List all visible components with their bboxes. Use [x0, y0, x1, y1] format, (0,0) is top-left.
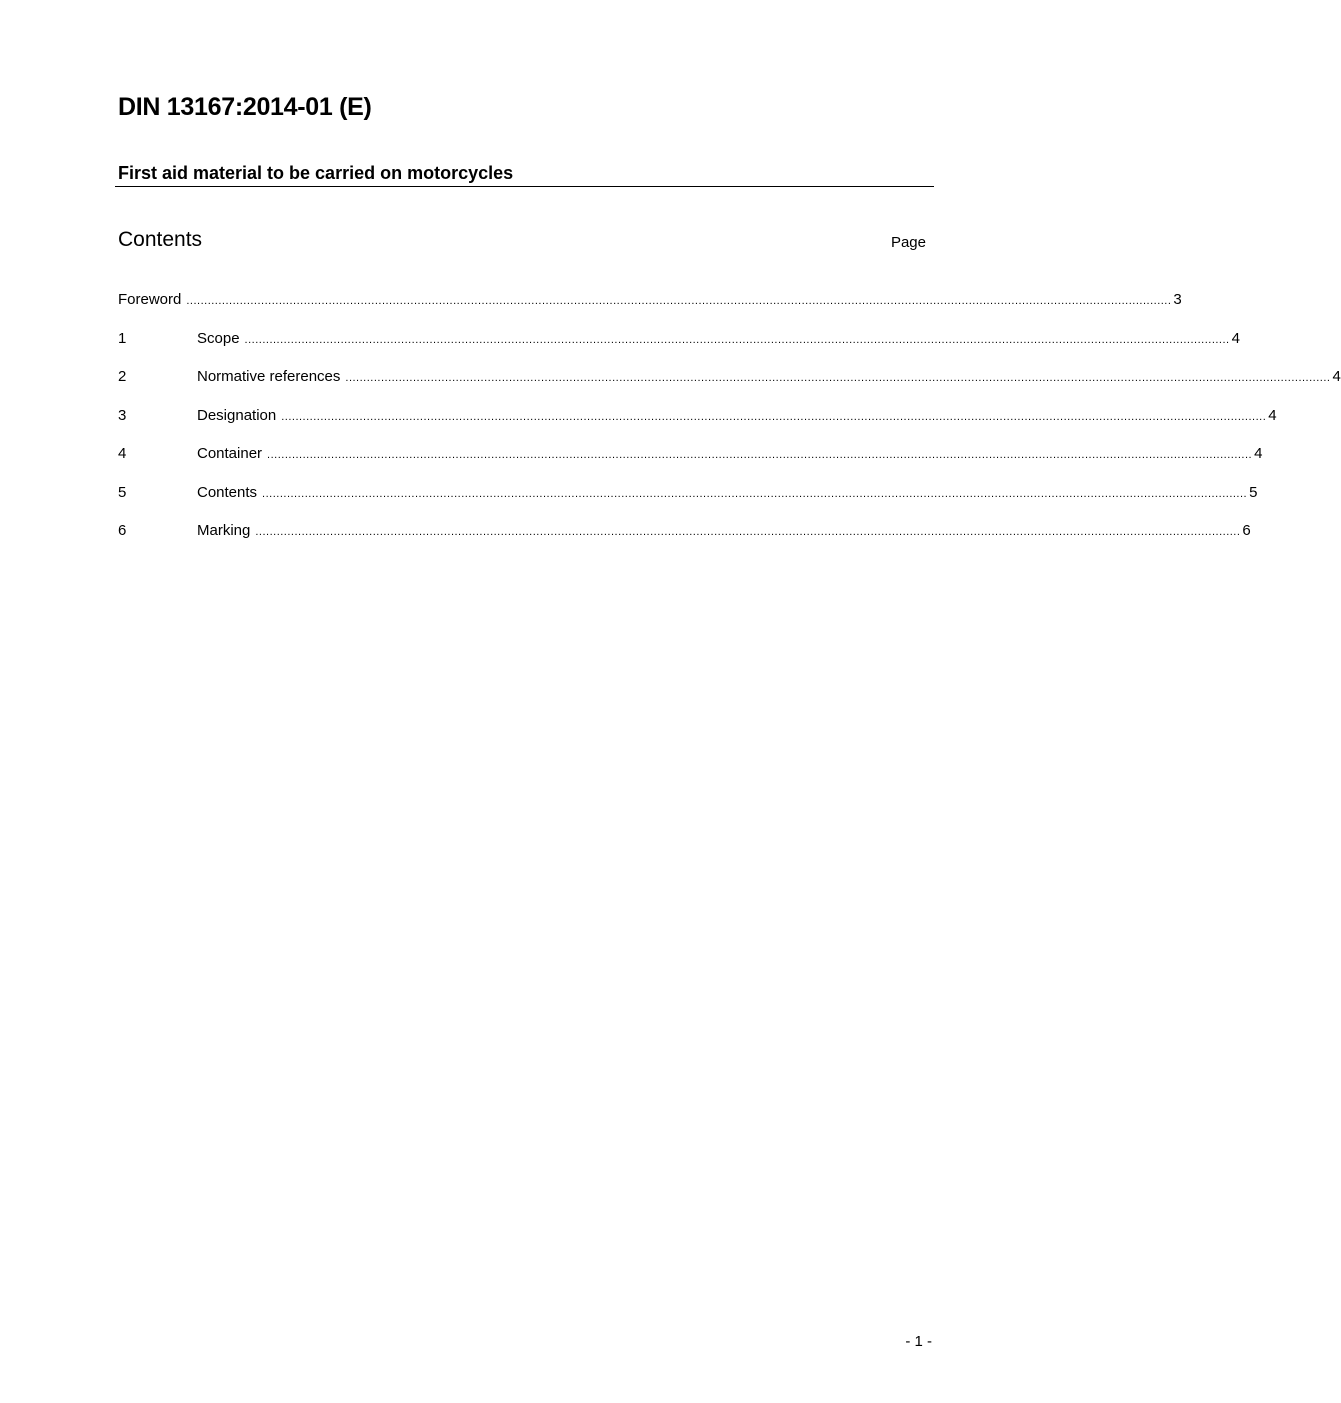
toc-entry-page: 4 — [1254, 445, 1263, 462]
toc-dot-leader: ..................................................................................................................................................................................................................................................................................... — [267, 449, 1253, 461]
document-title: First aid material to be carried on motorcycles — [118, 163, 514, 183]
page-column-heading: Page — [890, 234, 926, 251]
toc-entry-page: 4 — [1332, 368, 1341, 385]
toc-entry-page: 4 — [1268, 406, 1277, 424]
toc-entry-number: 2 — [118, 368, 127, 385]
toc-entry-label: Normative references — [197, 368, 341, 385]
toc-dot-leader: ..................................................................................................................................................................................................................................................................................... — [244, 333, 1230, 346]
toc-entry-contents[interactable] — [118, 483, 1258, 523]
document-id: DIN 13167:2014-01 (E) — [118, 93, 372, 121]
toc-entry-normative-references[interactable] — [118, 368, 1341, 407]
toc-entry-label: Container — [197, 445, 263, 462]
toc-entry-scope[interactable] — [118, 329, 1240, 369]
toc-dot-leader: ..................................................................................................................................................................................................................................................................................... — [345, 372, 1331, 384]
toc-entry-number: 5 — [118, 483, 127, 501]
toc-entry-label: Designation — [197, 406, 277, 424]
toc-entry-designation[interactable] — [118, 406, 1277, 446]
toc-dot-leader: ..................................................................................................................................................................................................................................................................................... — [186, 295, 1172, 307]
toc-dot-leader: ..................................................................................................................................................................................................................................................................................... — [255, 526, 1241, 538]
toc-entry-page: 4 — [1231, 329, 1240, 347]
toc-entry-page: 3 — [1173, 291, 1182, 308]
toc-entry-page: 5 — [1249, 483, 1258, 501]
toc-entry-number: 4 — [118, 445, 127, 462]
toc-entry-number: 6 — [118, 522, 127, 539]
toc-dot-leader: ..................................................................................................................................................................................................................................................................................... — [262, 487, 1248, 500]
toc-entry-label: Contents — [197, 483, 258, 501]
toc-dot-leader: ..................................................................................................................................................................................................................................................................................... — [281, 410, 1267, 423]
contents-heading: Contents — [118, 228, 203, 251]
toc-entry-foreword[interactable] — [118, 291, 1182, 330]
toc-entry-label: Marking — [197, 522, 251, 539]
toc-entry-number: 1 — [118, 329, 127, 347]
toc-entry-label: Scope — [197, 329, 240, 347]
toc-entry-number: 3 — [118, 406, 127, 424]
title-underline-rule — [115, 186, 934, 187]
footer-page-number: - 1 - — [905, 1333, 932, 1350]
toc-entry-label: Foreword — [118, 291, 182, 308]
table-of-contents — [118, 291, 1341, 561]
toc-entry-marking[interactable] — [118, 522, 1251, 561]
toc-entry-page: 6 — [1242, 522, 1251, 539]
toc-entry-container[interactable] — [118, 445, 1263, 484]
